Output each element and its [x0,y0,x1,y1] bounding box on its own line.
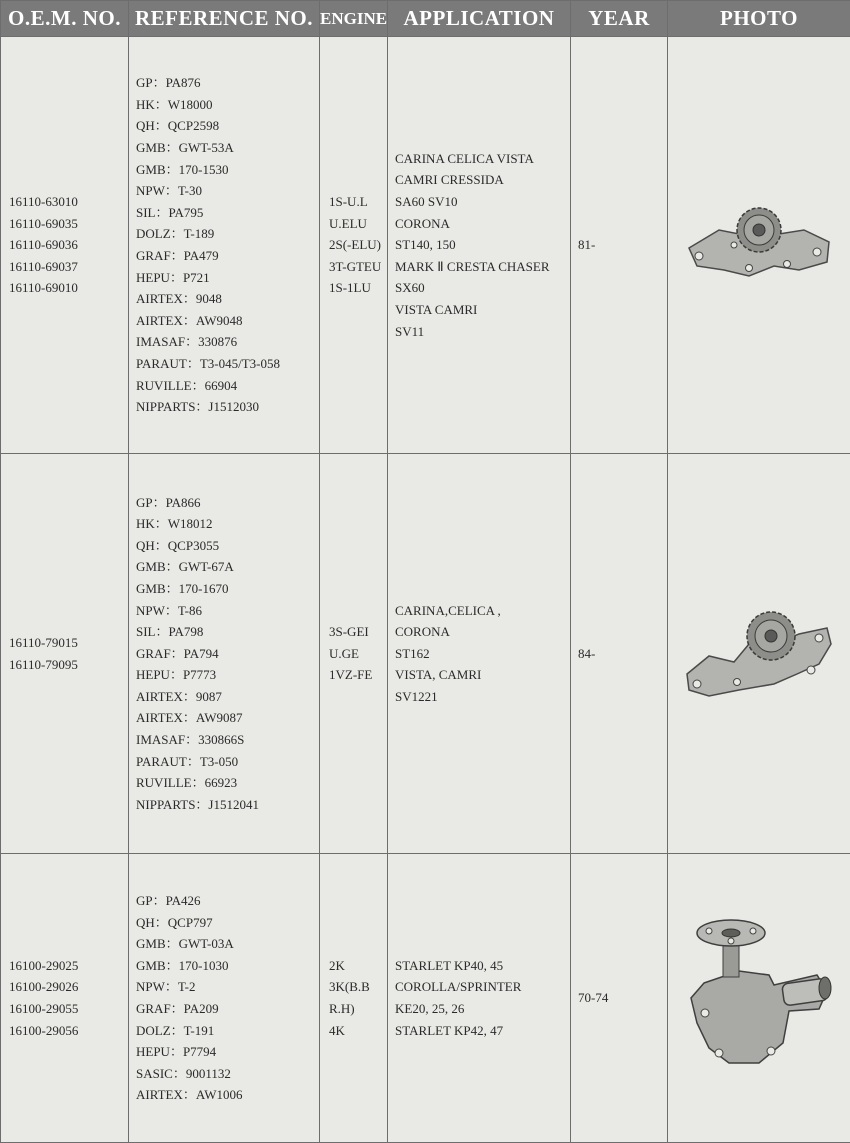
reference-number: GRAF：PA479 [136,245,319,267]
application-line: CORONA [395,213,570,235]
reference-number: GP：PA876 [136,72,319,94]
header-application: APPLICATION [388,1,571,37]
oem-number: 16100-29025 [9,955,128,977]
reference-number: IMASAF：330866S [136,729,319,751]
header-year: YEAR [571,1,668,37]
application-line: SV11 [395,321,570,343]
reference-number: GRAF：PA794 [136,643,319,665]
reference-number: HEPU：P7773 [136,664,319,686]
engine-code: 3S-GEI [329,621,387,643]
engine-code: U.GE [329,643,387,665]
application-line: STARLET KP40, 45 [395,955,570,977]
engine-code: U.ELU [329,213,387,235]
application-cell [388,454,571,854]
reference-number: SIL：PA795 [136,202,319,224]
engine-code: 1S-U.L [329,191,387,213]
reference-number: GMB：170-1030 [136,955,319,977]
oem-number: 16110-69010 [9,277,128,299]
reference-number: GMB：GWT-03A [136,933,319,955]
application-line: ST162 [395,643,570,665]
engine-code: 1VZ-FE [329,664,387,686]
reference-number: HK：W18012 [136,513,319,535]
application-line: SX60 [395,277,570,299]
reference-number: AIRTEX：9087 [136,686,319,708]
water-pump-icon [668,913,850,1083]
year-value: 70-74 [578,987,667,1009]
header-photo: PHOTO [668,1,850,37]
application-line: CARINA,CELICA , [395,600,570,622]
header-reference: REFERENCE NO. [129,1,320,37]
table-row [1,854,850,1143]
engine-cell [320,37,388,454]
reference-number: AIRTEX：AW1006 [136,1084,319,1106]
application-cell [388,37,571,454]
reference-number: AIRTEX：AW9087 [136,707,319,729]
oem-number: 16110-63010 [9,191,128,213]
application-line: COROLLA/SPRINTER [395,976,570,998]
header-row [1,1,850,37]
reference-number: HEPU：P721 [136,267,319,289]
application-line: MARK Ⅱ CRESTA CHASER [395,256,570,278]
oem-number: 16110-69035 [9,213,128,235]
year-cell [571,854,668,1143]
oem-cell [1,854,129,1143]
photo-cell [668,854,850,1143]
engine-code: 3K(B.B [329,976,387,998]
reference-number: NPW：T-86 [136,600,319,622]
reference-number: DOLZ：T-189 [136,223,319,245]
application-line: CARINA CELICA VISTA [395,148,570,170]
reference-number: GMB：GWT-53A [136,137,319,159]
reference-number: PARAUT：T3-050 [136,751,319,773]
engine-cell [320,454,388,854]
reference-number: NIPPARTS：J1512030 [136,396,319,418]
reference-number: QH：QCP3055 [136,535,319,557]
reference-number: AIRTEX：AW9048 [136,310,319,332]
reference-cell [129,454,320,854]
year-cell [571,454,668,854]
reference-number: GP：PA426 [136,890,319,912]
reference-number: RUVILLE：66923 [136,772,319,794]
reference-number: IMASAF：330876 [136,331,319,353]
reference-number: AIRTEX：9048 [136,288,319,310]
engine-code: 2S(-ELU) [329,234,387,256]
reference-number: QH：QCP797 [136,912,319,934]
reference-number: GRAF：PA209 [136,998,319,1020]
application-line: VISTA CAMRI [395,299,570,321]
year-value: 81- [578,234,667,256]
application-line: STARLET KP42, 47 [395,1020,570,1042]
reference-number: SASIC：9001132 [136,1063,319,1085]
engine-code: 2K [329,955,387,977]
reference-number: RUVILLE：66904 [136,375,319,397]
photo-cell [668,454,850,854]
oem-number: 16110-69037 [9,256,128,278]
reference-number: HEPU：P7794 [136,1041,319,1063]
water-pump-icon [668,604,850,704]
reference-number: HK：W18000 [136,94,319,116]
oem-number: 16100-29055 [9,998,128,1020]
reference-number: GP：PA866 [136,492,319,514]
application-line: CAMRI CRESSIDA [395,169,570,191]
reference-cell [129,854,320,1143]
reference-cell [129,37,320,454]
engine-code: 3T-GTEU [329,256,387,278]
year-cell [571,37,668,454]
header-oem: O.E.M. NO. [1,1,129,37]
table-row [1,37,850,454]
photo-cell [668,37,850,454]
engine-code: 1S-1LU [329,277,387,299]
year-value: 84- [578,643,667,665]
oem-cell [1,37,129,454]
reference-number: GMB：GWT-67A [136,556,319,578]
application-line: SA60 SV10 [395,191,570,213]
oem-cell [1,454,129,854]
reference-number: NPW：T-2 [136,976,319,998]
header-engine: ENGINE [320,1,388,37]
application-line: VISTA, CAMRI [395,664,570,686]
application-line: KE20, 25, 26 [395,998,570,1020]
application-line: ST140, 150 [395,234,570,256]
water-pump-icon [668,200,850,290]
engine-cell [320,854,388,1143]
table-row [1,454,850,854]
oem-number: 16100-29026 [9,976,128,998]
oem-number: 16110-79015 [9,632,128,654]
oem-number: 16110-79095 [9,654,128,676]
application-cell [388,854,571,1143]
engine-code: R.H) [329,998,387,1020]
oem-number: 16100-29056 [9,1020,128,1042]
reference-number: PARAUT：T3-045/T3-058 [136,353,319,375]
application-line: CORONA [395,621,570,643]
reference-number: QH：QCP2598 [136,115,319,137]
application-line: SV1221 [395,686,570,708]
oem-number: 16110-69036 [9,234,128,256]
reference-number: GMB：170-1530 [136,159,319,181]
reference-number: NIPPARTS：J1512041 [136,794,319,816]
reference-number: SIL：PA798 [136,621,319,643]
reference-number: NPW：T-30 [136,180,319,202]
reference-number: DOLZ：T-191 [136,1020,319,1042]
engine-code: 4K [329,1020,387,1042]
reference-number: GMB：170-1670 [136,578,319,600]
